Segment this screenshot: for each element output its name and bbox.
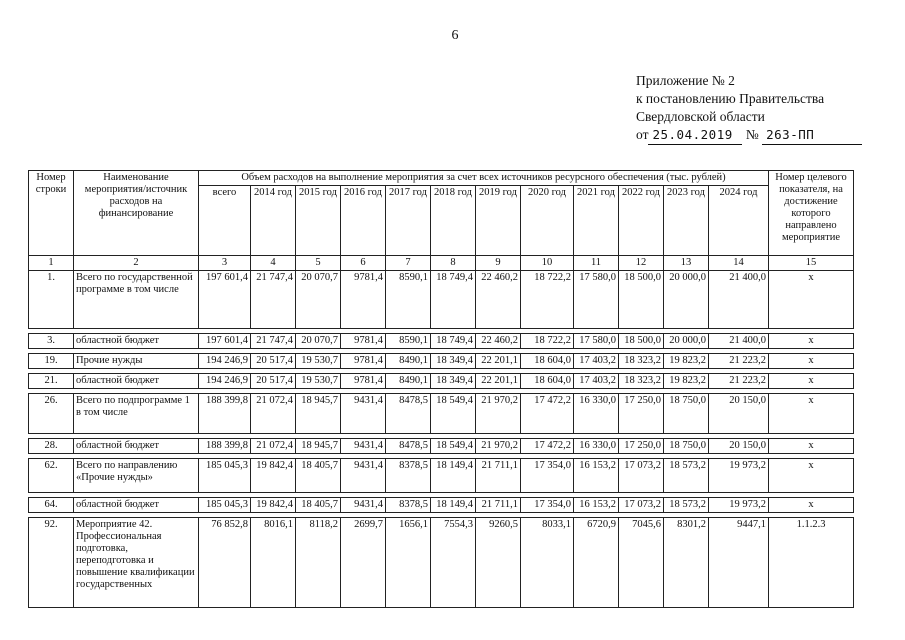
value-cell: 18 750,0 [664,439,709,454]
value-cell: 22 460,2 [476,271,521,329]
value-cell: 21 747,4 [251,271,296,329]
value-cell: 17 250,0 [619,439,664,454]
value-cell: 9431,4 [341,498,386,513]
table-row [29,354,854,369]
value-cell: 20 517,4 [251,354,296,369]
value-cell: 18 500,0 [619,271,664,329]
value-cell: 20 070,7 [296,271,341,329]
value-cell: 18 722,2 [521,334,574,349]
table-row [29,394,854,434]
row-name-cell: Прочие нужды [74,354,199,369]
value-cell: 18 604,0 [521,374,574,389]
value-cell: 18 323,2 [619,374,664,389]
row-name-cell: областной бюджет [74,374,199,389]
row-name-cell: Всего по подпрограмме 1 в том числе [74,394,199,434]
column-number: 7 [386,256,431,271]
table-row [29,271,854,329]
table-row [29,498,854,513]
header-year: 2017 год [386,186,431,256]
value-cell: 21 072,4 [251,439,296,454]
value-cell: 18 500,0 [619,334,664,349]
column-number: 1 [29,256,74,271]
value-cell: 20 150,0 [709,394,769,434]
value-cell: 17 580,0 [574,334,619,349]
value-cell: 18 573,2 [664,498,709,513]
value-cell: 22 460,2 [476,334,521,349]
row-name-cell: Всего по направлению «Прочие нужды» [74,459,199,493]
target-cell: x [769,271,854,329]
header-year: 2019 год [476,186,521,256]
value-cell: 197 601,4 [199,271,251,329]
column-number: 15 [769,256,854,271]
column-number: 2 [74,256,199,271]
value-cell: 21 223,2 [709,374,769,389]
value-cell: 17 073,2 [619,459,664,493]
row-name-cell: областной бюджет [74,439,199,454]
value-cell: 19 842,4 [251,498,296,513]
column-number: 11 [574,256,619,271]
value-cell: 8490,1 [386,354,431,369]
value-cell: 16 153,2 [574,459,619,493]
value-cell: 20 000,0 [664,334,709,349]
value-cell: 6720,9 [574,518,619,608]
value-cell: 21 970,2 [476,439,521,454]
value-cell: 21 400,0 [709,334,769,349]
header-year: 2015 год [296,186,341,256]
value-cell: 17 403,2 [574,374,619,389]
value-cell: 8033,1 [521,518,574,608]
value-cell: 18 349,4 [431,354,476,369]
value-cell: 76 852,8 [199,518,251,608]
column-number: 5 [296,256,341,271]
column-number: 14 [709,256,769,271]
column-number: 6 [341,256,386,271]
table-body [29,271,854,608]
row-number-cell: 1. [29,271,74,329]
header-year: 2023 год [664,186,709,256]
value-cell: 8478,5 [386,394,431,434]
target-cell: 1.1.2.3 [769,518,854,608]
value-cell: 185 045,3 [199,459,251,493]
value-cell: 18 749,4 [431,271,476,329]
value-cell: 20 070,7 [296,334,341,349]
header-target: Номер целевого показателя, на достижение которого направлено мероприятие [769,171,854,256]
header-total: всего [199,186,251,256]
target-cell: x [769,459,854,493]
header-year: 2024 год [709,186,769,256]
table-row [29,518,854,608]
header-row-number: Номер строки [29,171,74,256]
row-number-cell: 3. [29,334,74,349]
value-cell: 17 580,0 [574,271,619,329]
value-cell: 19 973,2 [709,498,769,513]
value-cell: 19 823,2 [664,354,709,369]
value-cell: 8590,1 [386,334,431,349]
value-cell: 194 246,9 [199,354,251,369]
value-cell: 7045,6 [619,518,664,608]
value-cell: 18 604,0 [521,354,574,369]
target-cell: x [769,354,854,369]
value-cell: 18 573,2 [664,459,709,493]
value-cell: 18 722,2 [521,271,574,329]
column-number: 8 [431,256,476,271]
value-cell: 21 747,4 [251,334,296,349]
row-number-cell: 19. [29,354,74,369]
value-cell: 17 472,2 [521,394,574,434]
value-cell: 8378,5 [386,498,431,513]
header-year: 2018 год [431,186,476,256]
value-cell: 9781,4 [341,354,386,369]
value-cell: 22 201,1 [476,374,521,389]
value-cell: 18 149,4 [431,459,476,493]
value-cell: 9781,4 [341,334,386,349]
value-cell: 17 354,0 [521,459,574,493]
table-row [29,439,854,454]
row-number-cell: 28. [29,439,74,454]
value-cell: 2699,7 [341,518,386,608]
target-cell: x [769,394,854,434]
from-label: от [636,127,649,142]
table-row [29,374,854,389]
value-cell: 19 973,2 [709,459,769,493]
header-year: 2014 год [251,186,296,256]
decree-date: 25.04.2019 [648,126,742,145]
value-cell: 17 403,2 [574,354,619,369]
value-cell: 16 330,0 [574,439,619,454]
table-row [29,334,854,349]
value-cell: 20 000,0 [664,271,709,329]
value-cell: 18 945,7 [296,439,341,454]
value-cell: 9431,4 [341,459,386,493]
appendix-line-2: к постановлению Правительства [636,91,825,106]
appendix-date-line [636,126,896,145]
target-cell: x [769,334,854,349]
row-number-cell: 64. [29,498,74,513]
value-cell: 21 072,4 [251,394,296,434]
value-cell: 1656,1 [386,518,431,608]
column-number: 13 [664,256,709,271]
decree-number: 263-ПП [762,126,862,145]
row-number-cell: 62. [29,459,74,493]
value-cell: 9781,4 [341,374,386,389]
value-cell: 8478,5 [386,439,431,454]
value-cell: 21 400,0 [709,271,769,329]
value-cell: 18 750,0 [664,394,709,434]
value-cell: 17 250,0 [619,394,664,434]
value-cell: 16 330,0 [574,394,619,434]
value-cell: 17 073,2 [619,498,664,513]
expenditure-table [28,170,854,608]
target-cell: x [769,498,854,513]
value-cell: 18 405,7 [296,498,341,513]
value-cell: 194 246,9 [199,374,251,389]
value-cell: 8016,1 [251,518,296,608]
number-label: № [745,127,759,142]
value-cell: 9431,4 [341,439,386,454]
row-name-cell: Всего по государственной программе в том числе [74,271,199,329]
value-cell: 17 354,0 [521,498,574,513]
value-cell: 8301,2 [664,518,709,608]
value-cell: 19 823,2 [664,374,709,389]
value-cell: 21 711,1 [476,498,521,513]
row-name-cell: Мероприятие 42. Профессиональная подготовка, переподготовка и повышение квалификации государственных [74,518,199,608]
row-number-cell: 26. [29,394,74,434]
value-cell: 19 842,4 [251,459,296,493]
column-number: 9 [476,256,521,271]
value-cell: 197 601,4 [199,334,251,349]
value-cell: 18 749,4 [431,334,476,349]
value-cell: 8378,5 [386,459,431,493]
value-cell: 19 530,7 [296,374,341,389]
value-cell: 20 517,4 [251,374,296,389]
value-cell: 18 549,4 [431,394,476,434]
value-cell: 18 549,4 [431,439,476,454]
column-number: 10 [521,256,574,271]
value-cell: 8490,1 [386,374,431,389]
appendix-title: Приложение № 2 [636,73,735,88]
header-year: 2022 год [619,186,664,256]
target-cell: x [769,439,854,454]
value-cell: 18 405,7 [296,459,341,493]
value-cell: 18 149,4 [431,498,476,513]
row-name-cell: областной бюджет [74,334,199,349]
value-cell: 21 970,2 [476,394,521,434]
value-cell: 22 201,1 [476,354,521,369]
row-name-cell: областной бюджет [74,498,199,513]
page-number: 6 [451,28,459,43]
header-year: 2020 год [521,186,574,256]
header-volume: Объем расходов на выполнение мероприятия за счет всех источников ресурсного обеспечения (тыс. рублей) [199,171,769,186]
value-cell: 7554,3 [431,518,476,608]
row-number-cell: 21. [29,374,74,389]
value-cell: 18 945,7 [296,394,341,434]
value-cell: 188 399,8 [199,394,251,434]
value-cell: 18 323,2 [619,354,664,369]
header-year: 2021 год [574,186,619,256]
target-cell: x [769,374,854,389]
appendix-line-3: Свердловской области [636,109,765,124]
value-cell: 21 711,1 [476,459,521,493]
value-cell: 18 349,4 [431,374,476,389]
column-number: 12 [619,256,664,271]
column-number: 3 [199,256,251,271]
value-cell: 9781,4 [341,271,386,329]
value-cell: 16 153,2 [574,498,619,513]
table-row [29,459,854,493]
value-cell: 8118,2 [296,518,341,608]
value-cell: 188 399,8 [199,439,251,454]
value-cell: 9447,1 [709,518,769,608]
row-number-cell: 92. [29,518,74,608]
column-numbers-row [29,256,854,271]
header-name: Наименование мероприятия/источник расходов на финансирование [74,171,199,256]
value-cell: 9260,5 [476,518,521,608]
column-number: 4 [251,256,296,271]
appendix-header [636,72,896,145]
value-cell: 8590,1 [386,271,431,329]
value-cell: 19 530,7 [296,354,341,369]
value-cell: 17 472,2 [521,439,574,454]
value-cell: 20 150,0 [709,439,769,454]
value-cell: 21 223,2 [709,354,769,369]
value-cell: 185 045,3 [199,498,251,513]
value-cell: 9431,4 [341,394,386,434]
header-year: 2016 год [341,186,386,256]
